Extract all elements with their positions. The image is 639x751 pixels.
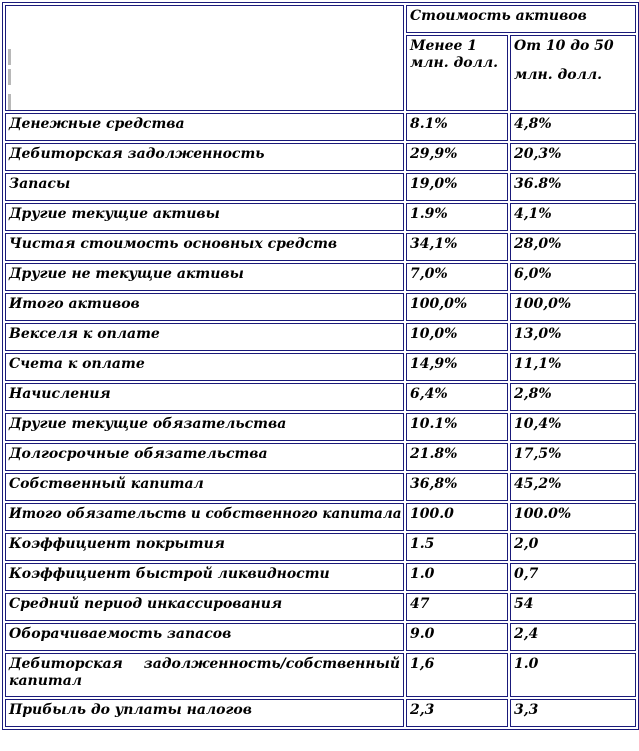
value-large: 3,3 bbox=[510, 699, 636, 727]
row-label: Денежные средства bbox=[5, 113, 404, 141]
row-label: Прибыль до уплаты налогов bbox=[5, 699, 404, 727]
table-row bbox=[5, 353, 636, 381]
value-large: 28,0% bbox=[510, 233, 636, 261]
value-small: 1,6 bbox=[406, 653, 508, 697]
row-label: Запасы bbox=[5, 173, 404, 201]
value-small: 21.8% bbox=[406, 443, 508, 471]
value-small: 1.9% bbox=[406, 203, 508, 231]
value-large: 4,1% bbox=[510, 203, 636, 231]
value-large: 2,4 bbox=[510, 623, 636, 651]
table-row bbox=[5, 653, 636, 697]
table-row bbox=[5, 503, 636, 531]
financial-ratios-table bbox=[2, 2, 639, 730]
value-small: 29,9% bbox=[406, 143, 508, 171]
value-large: 2,8% bbox=[510, 383, 636, 411]
value-large: 1.0 bbox=[510, 653, 636, 697]
row-label: Средний период инкассирования bbox=[5, 593, 404, 621]
table-row bbox=[5, 623, 636, 651]
table-row bbox=[5, 563, 636, 591]
value-large: 20,3% bbox=[510, 143, 636, 171]
value-large: 6,0% bbox=[510, 263, 636, 291]
artifact-mark bbox=[8, 49, 11, 65]
row-label: Другие текущие обязательства bbox=[5, 413, 404, 441]
table-row bbox=[5, 699, 636, 727]
value-small: 1.0 bbox=[406, 563, 508, 591]
row-label: Другие текущие активы bbox=[5, 203, 404, 231]
table-row bbox=[5, 533, 636, 561]
value-small: 8.1% bbox=[406, 113, 508, 141]
value-large: 2,0 bbox=[510, 533, 636, 561]
table-row bbox=[5, 173, 636, 201]
table-row bbox=[5, 413, 636, 441]
row-label: Другие не текущие активы bbox=[5, 263, 404, 291]
row-label: Собственный капитал bbox=[5, 473, 404, 501]
value-small: 100.0 bbox=[406, 503, 508, 531]
value-large: 17,5% bbox=[510, 443, 636, 471]
value-large: 13,0% bbox=[510, 323, 636, 351]
column-header-small bbox=[406, 35, 508, 111]
value-large: 45,2% bbox=[510, 473, 636, 501]
table-row bbox=[5, 593, 636, 621]
value-large: 36.8% bbox=[510, 173, 636, 201]
value-small: 19,0% bbox=[406, 173, 508, 201]
value-small: 10.1% bbox=[406, 413, 508, 441]
table-row bbox=[5, 233, 636, 261]
row-label: Дебиторская задолженность/собственный капитал bbox=[5, 653, 404, 697]
column-header-large bbox=[510, 35, 636, 111]
value-large: 0,7 bbox=[510, 563, 636, 591]
row-label: Счета к оплате bbox=[5, 353, 404, 381]
column-header-large-line2: млн. долл. bbox=[514, 67, 602, 83]
table-row bbox=[5, 263, 636, 291]
column-header-large-line1: От 10 до 50 bbox=[514, 38, 614, 54]
table-row bbox=[5, 113, 636, 141]
table-row bbox=[5, 443, 636, 471]
value-small: 6,4% bbox=[406, 383, 508, 411]
value-small: 2,3 bbox=[406, 699, 508, 727]
value-small: 47 bbox=[406, 593, 508, 621]
header-blank-cell bbox=[5, 5, 404, 111]
table-row bbox=[5, 323, 636, 351]
value-large: 54 bbox=[510, 593, 636, 621]
value-small: 14,9% bbox=[406, 353, 508, 381]
row-label: Итого активов bbox=[5, 293, 404, 321]
value-large: 10,4% bbox=[510, 413, 636, 441]
row-label: Коэффициент быстрой ликвидности bbox=[5, 563, 404, 591]
row-label: Чистая стоимость основных средств bbox=[5, 233, 404, 261]
column-header-small-line1: Менее 1 bbox=[410, 38, 478, 54]
value-large: 100,0% bbox=[510, 293, 636, 321]
row-label: Коэффициент покрытия bbox=[5, 533, 404, 561]
artifact-mark bbox=[8, 69, 11, 85]
value-small: 9.0 bbox=[406, 623, 508, 651]
row-label: Начисления bbox=[5, 383, 404, 411]
column-header-small-line2: млн. долл. bbox=[410, 55, 498, 71]
value-small: 100,0% bbox=[406, 293, 508, 321]
row-label: Итого обязательств и собственного капитала bbox=[5, 503, 404, 531]
value-small: 34,1% bbox=[406, 233, 508, 261]
table-row bbox=[5, 143, 636, 171]
value-small: 10,0% bbox=[406, 323, 508, 351]
asset-value-header: Стоимость активов bbox=[406, 5, 636, 33]
row-label: Оборачиваемость запасов bbox=[5, 623, 404, 651]
value-large: 100.0% bbox=[510, 503, 636, 531]
value-small: 7,0% bbox=[406, 263, 508, 291]
row-label: Векселя к оплате bbox=[5, 323, 404, 351]
table-row bbox=[5, 293, 636, 321]
table-row bbox=[5, 473, 636, 501]
value-large: 4,8% bbox=[510, 113, 636, 141]
value-large: 11,1% bbox=[510, 353, 636, 381]
table-row bbox=[5, 203, 636, 231]
table-row bbox=[5, 383, 636, 411]
artifact-mark bbox=[8, 94, 11, 110]
row-label: Дебиторская задолженность bbox=[5, 143, 404, 171]
value-small: 1.5 bbox=[406, 533, 508, 561]
row-label: Долгосрочные обязательства bbox=[5, 443, 404, 471]
value-small: 36,8% bbox=[406, 473, 508, 501]
